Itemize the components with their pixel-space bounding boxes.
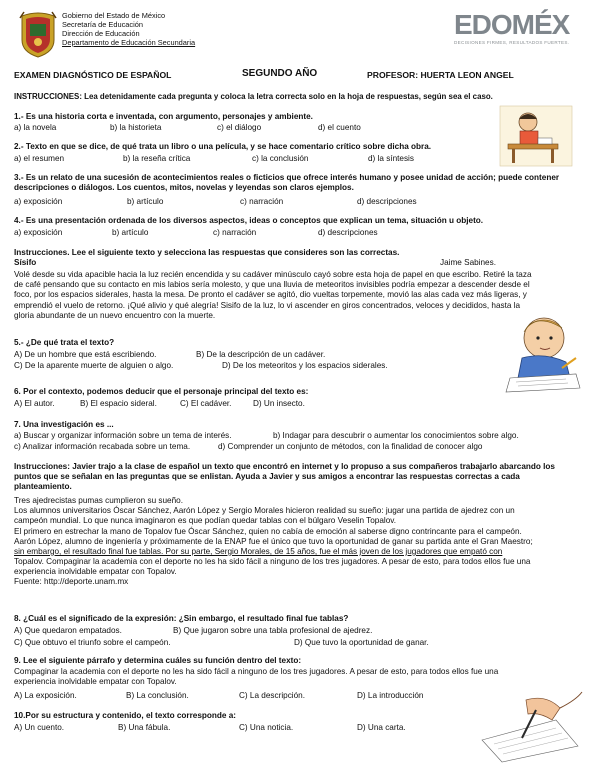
text-line: emprendió el vuelo de retorno. ¡Qué alivio y qué alegría! Sisifo de la luz, lo vi ascender en giros concentrados, veloces y decididos, hasta la — [14, 300, 521, 310]
question-7: 7. Una investigación es ... — [14, 420, 114, 429]
option: A) De un hombre que está escribiendo. — [14, 350, 157, 359]
instruction-line: puntos que se señalan en las preguntas que se enlistan. Ayuda a Javier y sus amigos a encontrar las respuestas correctas a cada — [14, 472, 520, 482]
exam-grade: SEGUNDO AÑO — [242, 68, 318, 79]
option: d) el cuento — [318, 123, 361, 132]
option: b) Indagar para descubrir o aumentar los conocimientos sobre algo. — [273, 431, 519, 440]
option: A) La exposición. — [14, 691, 77, 700]
text-line: El primero en estrechar la mano de Topalov fue Óscar Sánchez, quien no cabía de emoción al saberse digno contrincante para el campeón. — [14, 526, 522, 536]
question-9: 9. Lee el siguiente párrafo y determina cuáles su función dentro del texto: — [14, 656, 302, 665]
gov-line: Secretaría de Educación — [62, 19, 143, 29]
state-seal-logo — [18, 10, 58, 58]
text-line: Los alumnos universitarios Óscar Sánchez, Aarón López y Sergio Morales hicieron realidad su sueño: jugar una partida de ajedrez con un — [14, 506, 515, 516]
text-line: sin embargo, el resultado final fue tablas. Por su parte, Sergio Morales, de 15 años, fue el más joven de los jugadores que empató con — [14, 546, 503, 556]
option: B) Que jugaron sobre una tabla profesional de ajedrez. — [173, 626, 373, 635]
option: C) De la aparente muerte de alguien o algo. — [14, 361, 174, 370]
reading1-title: Sísifo — [14, 258, 37, 267]
option: B) De la descripción de un cadáver. — [196, 350, 326, 359]
text-line: Tres ajedrecistas pumas cumplieron su sueño. — [14, 496, 183, 505]
writing-hand-illustration — [476, 690, 584, 764]
option: C) El cadáver. — [180, 399, 232, 408]
option: b) la reseña crítica — [123, 154, 191, 163]
question-4: 4.- Es una presentación ordenada de los diversos aspectos, ideas o conceptos que explican un tema, situación u objeto. — [14, 216, 484, 225]
option: c) narración — [240, 197, 284, 206]
government-header — [62, 12, 195, 48]
question-2: 2.- Texto en que se dice, de qué trata un libro o una película, y se hace comentario crítico sobre dicha obra. — [14, 142, 432, 151]
reading2-instruction — [14, 462, 584, 493]
text-line: experiencia inolvidable empatar con Topalov. — [14, 567, 177, 577]
exam-teacher: PROFESOR: HUERTA LEON ANGEL — [367, 70, 514, 80]
option: A) Que quedaron empatados. — [14, 626, 122, 635]
option: d) la síntesis — [368, 154, 414, 163]
text-line: Aarón López, alumno de ingeniería y próximamente de la ENAP fue el único que tuvo la oportunidad de ganar su partida ante el Gran Maestro; — [14, 536, 533, 546]
gov-line: Gobierno del Estado de México — [62, 11, 166, 20]
question-5: 5.- ¿De qué trata el texto? — [14, 338, 115, 347]
option: D) Un insecto. — [253, 399, 305, 408]
instruction-line: Instrucciones: Javier trajo a la clase de español un texto que encontró en internet y lo propuso a sus compañeros trabajarlo abarcando los — [14, 462, 555, 471]
instruction-line: planteamiento. — [14, 482, 72, 492]
option: a) la novela — [14, 123, 57, 132]
text-line: gloria abundante de un nuevo encuentro con la muerte. — [14, 310, 216, 320]
edomex-logo — [454, 11, 584, 46]
option: a) exposición — [14, 197, 63, 206]
department-line: Departamento de Educación Secundaria — [62, 37, 196, 47]
q9-paragraph — [14, 667, 586, 687]
question-1: 1.- Es una historia corta e inventada, con argumento, personajes y ambiente. — [14, 112, 313, 121]
text-line: campeón mundial. Lo que nunca imaginaron es que podían quedar tablas con el búlgaro Veselin Topalov. — [14, 516, 397, 526]
option: C) Que obtuvo el triunfo sobre el campeón. — [14, 638, 171, 647]
option: D) Que tuvo la oportunidad de ganar. — [294, 638, 429, 647]
student-desk-illustration — [498, 104, 574, 168]
option: a) exposición — [14, 228, 63, 237]
reading1-instruction: Instrucciones. Lee el siguiente texto y selecciona las respuestas que consideres son las correctas. — [14, 248, 400, 257]
reading2-text — [14, 496, 586, 588]
option: a) Buscar y organizar información sobre un tema de interés. — [14, 431, 232, 440]
option: C) Una noticia. — [239, 723, 294, 732]
source-line: Fuente: http://deporte.unam.mx — [14, 577, 129, 587]
text-line: de café pensando que su contacto en mis labios sería molesto, y que una lluvia de meteoritos invisibles podría empezar a descender desde el — [14, 280, 530, 290]
edomex-wordmark: EDOMÉX — [454, 9, 570, 40]
edomex-slogan: DECISIONES FIRMES, RESULTADOS FUERTES. — [454, 40, 570, 45]
thinking-boy-illustration — [496, 308, 586, 400]
option: B) La conclusión. — [126, 691, 189, 700]
question-8: 8. ¿Cuál es el significado de la expresión: ¿Sin embargo, el resultado final fue tablas? — [14, 614, 349, 623]
text-line: Compaginar la academia con el deporte no les ha sido fácil a ninguno de los tres jugadores. A pesar de esto, para todos ellos fue una — [14, 667, 499, 676]
option: c) la conclusión — [252, 154, 309, 163]
option: D) Una carta. — [357, 723, 406, 732]
gov-line: Dirección de Educación — [62, 28, 140, 38]
option: D) La introducción — [357, 691, 424, 700]
option: A) El autor. — [14, 399, 55, 408]
text-line: experiencia inolvidable empatar con Topalov. — [14, 677, 177, 687]
option: d) Comprender un conjunto de métodos, con la finalidad de conocer algo — [218, 442, 483, 451]
option: c) narración — [213, 228, 257, 237]
option: b) artículo — [127, 197, 164, 206]
option: B) El espacio sideral. — [80, 399, 157, 408]
reading1-author: Jaime Sabines. — [440, 258, 496, 267]
option: b) artículo — [112, 228, 149, 237]
option: c) el diálogo — [217, 123, 262, 132]
text-line: Volé desde su vida apacible hacia la luz recién encendida y su cadáver minúsculo cayó sobre esta hoja de papel en que escribo. Retiré la taza — [14, 270, 532, 279]
question-6: 6. Por el contexto, podemos deducir que el personaje principal del texto es: — [14, 387, 309, 396]
option: a) el resumen — [14, 154, 65, 163]
option: c) Analizar información recabada sobre un tema. — [14, 442, 191, 451]
instructions: INSTRUCCIONES: Lea detenidamente cada pregunta y coloca la letra correcta solo en la hoja de respuestas, según sea el caso. — [14, 92, 493, 101]
question-10: 10.Por su estructura y contenido, el texto corresponde a: — [14, 711, 237, 720]
option: B) Una fábula. — [118, 723, 171, 732]
option: b) la historieta — [110, 123, 162, 132]
text-line: foco, por los espacios siderales, hasta la mesa. De pronto el cadáver se agitó, dio vueltas torpemente, movió las alas cada vez más ligeras, y — [14, 290, 527, 300]
exam-name: EXAMEN DIAGNÓSTICO DE ESPAÑOL — [14, 70, 172, 80]
question-3: 3.- Es un relato de una sucesión de acontecimientos reales o ficticios que ofrece interés humano y posee unidad de acción; puede contener descripciones o diálogos. Los cuentos, mitos, novelas y leyendas son claros ejemplos. — [14, 173, 560, 193]
option: d) descripciones — [357, 197, 417, 206]
option: d) descripciones — [318, 228, 378, 237]
option: A) Un cuento. — [14, 723, 65, 732]
option: C) La descripción. — [239, 691, 305, 700]
text-line: Topalov. Compaginar la academia con el deporte no les ha sido fácil a ninguno de los tres jugadores. A pesar de esto, para todos ellos fue una — [14, 557, 531, 567]
option: D) De los meteoritos y los espacios siderales. — [222, 361, 388, 370]
